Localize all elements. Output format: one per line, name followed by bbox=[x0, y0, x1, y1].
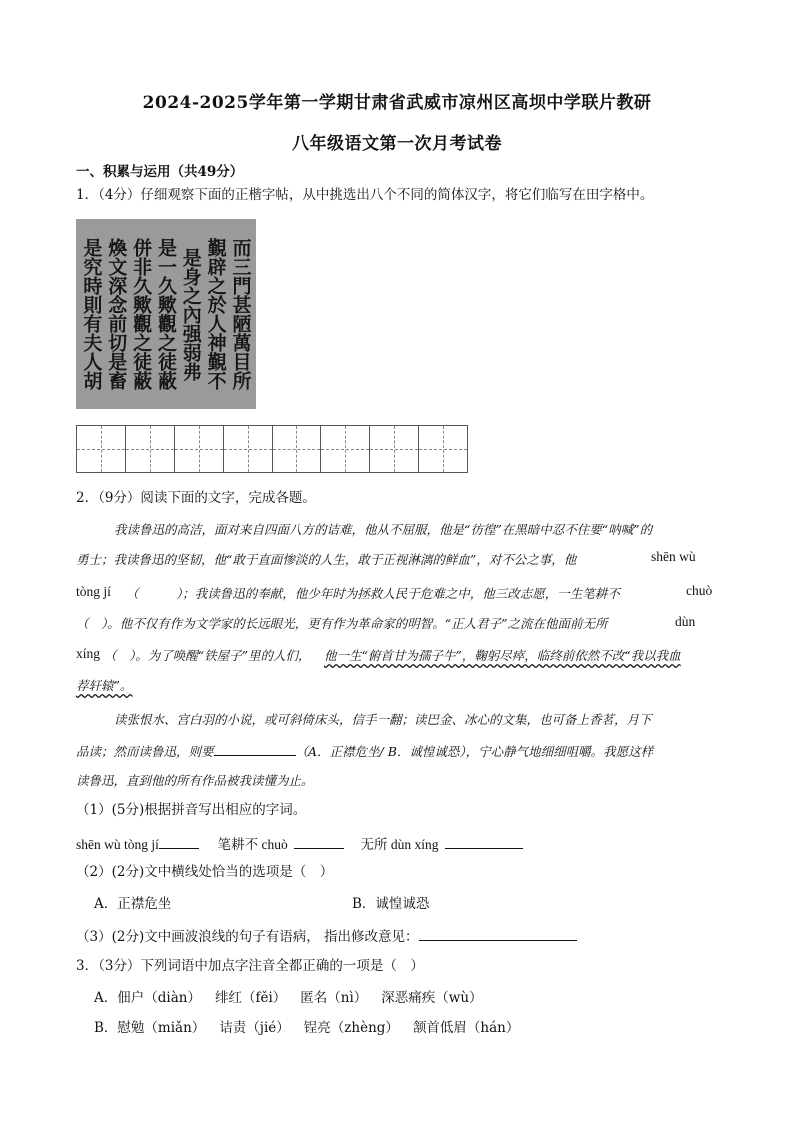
option-term: 深恶痛疾（wù） bbox=[381, 990, 483, 1006]
option-b[interactable]: B．诚惶诚恐 bbox=[352, 896, 430, 912]
exam-title-line1: 2024-2025学年第一学期甘肃省武威市凉州区高坝中学联片教研 bbox=[142, 93, 652, 113]
callig-col: 煥文深念前切是畜 bbox=[105, 238, 128, 390]
q2-sub3 bbox=[76, 926, 577, 947]
q1-stem: 1．（4分）仔细观察下面的正楷字帖，从中挑选出八个不同的简体汉字，将它们临写在田字格中。 bbox=[76, 187, 654, 203]
passage-text: （A．正襟危坐/ B．诚惶诚恐），宁心静气地细细咀嚼。我愿这样 bbox=[295, 744, 654, 759]
option-term: 诘责（jié） bbox=[219, 1020, 290, 1036]
answer-blank[interactable] bbox=[445, 834, 523, 849]
passage-line: 读张恨水、宫白羽的小说，或可斜倚床头，信手一翻；读巴金、冰心的文集，也可备上香茗，月下 bbox=[114, 712, 652, 727]
grid-cell[interactable] bbox=[126, 426, 175, 472]
calligraphy-image bbox=[76, 219, 256, 409]
wavy-sentence-end: 荐轩辕”。 bbox=[76, 678, 133, 693]
passage-line: （ ）；我读鲁迅的奉献，他少年时为拯救人民于危难之中，他三改志愿，一生笔耕不 bbox=[126, 586, 620, 601]
passage-line: （ ）。为了唤醒“铁屋子”里的人们， bbox=[104, 648, 311, 663]
answer-blank[interactable] bbox=[419, 926, 577, 941]
answer-blank[interactable] bbox=[214, 741, 296, 756]
passage-line bbox=[76, 741, 653, 760]
callig-col: 是究時則有夫人胡 bbox=[80, 238, 103, 390]
sub1-item: shēn wù tòng jí bbox=[76, 837, 159, 852]
q2-sub2: （2）(2分)文中横线处恰当的选项是（ ） bbox=[76, 864, 334, 880]
option-term: 佃户（diàn） bbox=[117, 990, 201, 1006]
callig-col: 是身之內强弱弗 bbox=[179, 247, 202, 381]
option-label: B． bbox=[94, 1020, 118, 1036]
option-term: 锃亮（zhèng） bbox=[303, 1020, 399, 1036]
option-a[interactable]: A．正襟危坐 bbox=[94, 896, 172, 912]
pinyin-dun: dùn bbox=[675, 614, 696, 629]
q2-stem: 2．（9分）阅读下面的文字，完成各题。 bbox=[76, 490, 316, 506]
tianzige-grid[interactable] bbox=[76, 425, 468, 473]
grid-cell[interactable] bbox=[77, 426, 126, 472]
q2-sub1: （1）(5分)根据拼音写出相应的字词。 bbox=[76, 802, 307, 818]
callig-col: 而三門甚陋萬目所 bbox=[229, 238, 252, 390]
grid-cell[interactable] bbox=[273, 426, 322, 472]
option-term: 颔首低眉（hán） bbox=[412, 1020, 520, 1036]
passage-text: 品读；然而读鲁迅，则要 bbox=[76, 744, 214, 759]
sub3-text: （3）(2分)文中画波浪线的句子有语病， 指出修改意见： bbox=[76, 929, 419, 945]
grid-cell[interactable] bbox=[419, 426, 467, 472]
answer-blank[interactable] bbox=[294, 834, 344, 849]
sub1-items bbox=[76, 833, 523, 853]
option-term: 匿名（nì） bbox=[300, 990, 368, 1006]
callig-col: 覲辟之於人神覲不 bbox=[204, 238, 227, 390]
pinyin-xing: xíng bbox=[76, 646, 101, 661]
q3-option-a[interactable] bbox=[94, 988, 483, 1008]
option-label: A． bbox=[94, 990, 118, 1006]
wavy-sentence: 他一生“俯首甘为孺子牛”，鞠躬尽瘁，临终前依然不改“我以我血 bbox=[324, 648, 681, 663]
section-heading: 一、积累与运用（共49分） bbox=[76, 164, 244, 180]
grid-cell[interactable] bbox=[321, 426, 370, 472]
callig-col: 是一久歟觀之徒蔽 bbox=[154, 238, 177, 390]
q3-stem: 3．（3分）下列词语中加点字注音全都正确的一项是（ ） bbox=[76, 958, 424, 974]
passage-text: 勇士；我读鲁迅的坚韧，他“敢于直面惨淡的人生，敢于正视淋漓的鲜血”，对不公之事，他 bbox=[76, 552, 577, 567]
pinyin-shenwu: shēn wù bbox=[651, 549, 696, 564]
exam-title-line2: 八年级语文第一次月考试卷 bbox=[292, 134, 502, 154]
option-term: 慰勉（miǎn） bbox=[117, 1020, 206, 1036]
passage-line: 我读鲁迅的高洁，面对来自四面八方的诘难，他从不屈服，他是“彷徨”在黑暗中忍不住要“呐喊”的 bbox=[114, 522, 653, 537]
option-term: 绯红（fěi） bbox=[214, 990, 287, 1006]
pinyin-chuo: chuò bbox=[686, 583, 713, 598]
passage-line bbox=[76, 550, 576, 568]
callig-col: 併非久歟觀之徒蔽 bbox=[130, 238, 153, 390]
q3-option-b[interactable] bbox=[94, 1018, 519, 1038]
grid-cell[interactable] bbox=[175, 426, 224, 472]
sub1-item: 无所 dùn xíng bbox=[360, 837, 439, 852]
pinyin-tongji: tòng jí bbox=[76, 584, 111, 599]
sub1-item: 笔耕不 chuò bbox=[217, 837, 288, 852]
grid-cell[interactable] bbox=[224, 426, 273, 472]
answer-blank[interactable] bbox=[159, 834, 199, 849]
grid-cell[interactable] bbox=[370, 426, 419, 472]
passage-line: （ ）。他不仅有作为文学家的长远眼光，更有作为革命家的明智。“正人君子”之流在他面前无所 bbox=[76, 616, 608, 631]
passage-line: 读鲁迅，直到他的所有作品被我读懂为止。 bbox=[76, 773, 314, 788]
